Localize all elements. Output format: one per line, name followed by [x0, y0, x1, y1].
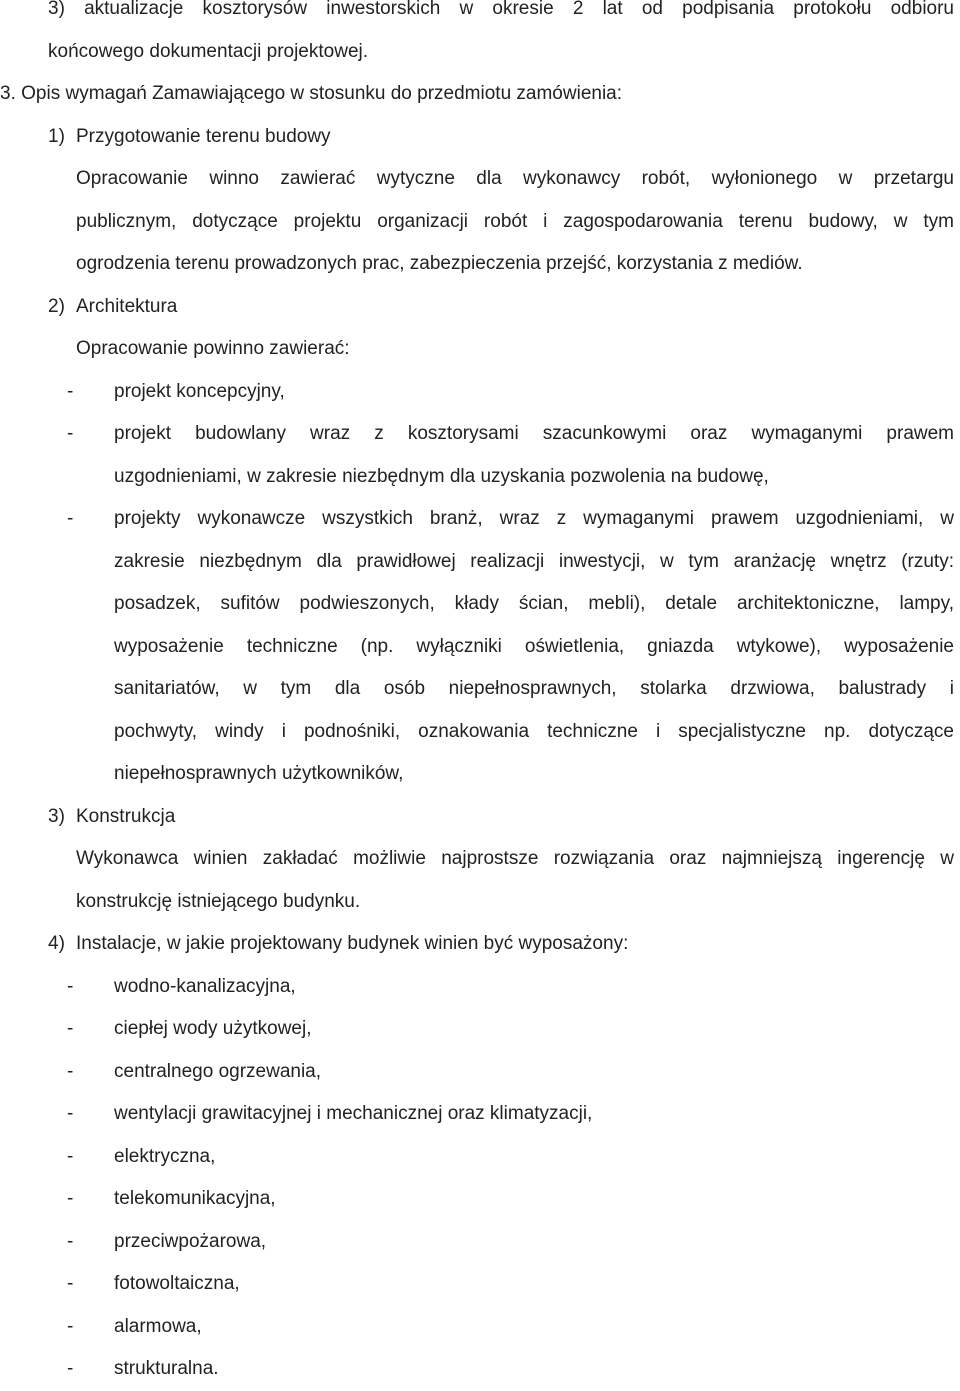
text-line: 3) aktualizacje kosztorysów inwestorskich w okresie 2 lat od podpisania protokołu odbioru	[48, 0, 954, 19]
list-item	[0, 1348, 960, 1391]
text-line: Opracowanie powinno zawierać:	[76, 338, 350, 359]
text-line: Wykonawca winien zakładać możliwie najprostsze rozwiązania oraz najmniejszą ingerencję w	[76, 848, 954, 869]
subsection-title: Przygotowanie terenu budowy	[76, 125, 331, 147]
text-line: konstrukcję istniejącego budynku.	[76, 890, 361, 912]
text-line: uzgodnieniami, w zakresie niezbędnym dla uzyskania pozwolenia na budowę,	[114, 465, 769, 487]
subsection-number: 4)	[48, 933, 65, 954]
subsection-heading	[0, 286, 960, 329]
list-item-text: strukturalna.	[114, 1358, 219, 1379]
list-item	[0, 1136, 960, 1179]
list-item	[0, 1306, 960, 1349]
list-item	[0, 1263, 960, 1306]
section-heading: 3. Opis wymagań Zamawiającego w stosunku do przedmiotu zamówienia:	[0, 83, 623, 104]
text-line: Opracowanie winno zawierać wytyczne dla wykonawcy robót, wyłonionego w przetargu	[76, 168, 954, 189]
list-item-text: projekt budowlany wraz z kosztorysami szacunkowymi oraz wymaganymi prawem	[114, 423, 954, 444]
text-line: ogrodzenia terenu prowadzonych prac, zabezpieczenia przejść, korzystania z mediów.	[76, 253, 803, 274]
subsection-heading	[0, 923, 960, 966]
list-item-text: projekty wykonawcze wszystkich branż, wraz z wymaganymi prawem uzgodnieniami, w	[114, 508, 954, 529]
text-line: pochwyty, windy i podnośniki, oznakowania techniczne i specjalistyczne np. dotyczące	[114, 720, 954, 742]
list-dash: -	[67, 1188, 74, 1209]
list-item-text: wodno-kanalizacyjna,	[114, 975, 296, 997]
list-dash: -	[67, 508, 74, 529]
list-item-text: projekt koncepcyjny,	[114, 380, 285, 402]
subsection-title: Instalacje, w jakie projektowany budynek winien być wyposażony:	[76, 933, 629, 954]
text-line: zakresie niezbędnym dla prawidłowej realizacji inwestycji, w tym aranżację wnętrz (rzuty:	[114, 550, 954, 572]
text-line: publicznym, dotyczące projektu organizacji robót i zagospodarowania terenu budowy, w tym	[76, 210, 954, 232]
subsection-number: 1)	[48, 125, 65, 147]
list-item-text: fotowoltaiczna,	[114, 1273, 240, 1294]
list-item-text: telekomunikacyjna,	[114, 1188, 276, 1209]
list-item	[0, 966, 960, 1009]
list-dash: -	[67, 975, 74, 997]
list-dash: -	[67, 1145, 74, 1167]
list-item	[0, 413, 960, 456]
text-line: sanitariatów, w tym dla osób niepełnosprawnych, stolarka drzwiowa, balustrady i	[114, 678, 954, 699]
list-dash: -	[67, 423, 74, 444]
list-dash: -	[67, 1018, 74, 1039]
text-line: wyposażenie techniczne (np. wyłączniki oświetlenia, gniazda wtykowe), wyposażenie	[114, 635, 954, 657]
list-item	[0, 498, 960, 541]
list-item	[0, 1178, 960, 1221]
subsection-title: Architektura	[76, 295, 178, 317]
subsection-number: 2)	[48, 295, 65, 317]
list-item-text: przeciwpożarowa,	[114, 1230, 267, 1252]
list-item-text: ciepłej wody użytkowej,	[114, 1018, 312, 1039]
subsection-heading	[0, 796, 960, 839]
list-item	[0, 371, 960, 414]
list-dash: -	[67, 1358, 74, 1379]
list-dash: -	[67, 380, 74, 402]
list-dash: -	[67, 1103, 74, 1124]
list-item-text: alarmowa,	[114, 1315, 202, 1337]
list-dash: -	[67, 1315, 74, 1337]
subsection-number: 3)	[48, 805, 65, 827]
list-item-text: centralnego ogrzewania,	[114, 1060, 322, 1082]
subsection-title: Konstrukcja	[76, 805, 176, 827]
text-line: końcowego dokumentacji projektowej.	[48, 40, 369, 62]
list-item-text: wentylacji grawitacyjnej i mechanicznej oraz klimatyzacji,	[114, 1103, 593, 1124]
list-item	[0, 1008, 960, 1051]
list-item	[0, 1221, 960, 1264]
list-dash: -	[67, 1273, 74, 1294]
text-line: posadzek, sufitów podwieszonych, kłady ścian, mebli), detale architektoniczne, lampy,	[114, 593, 954, 614]
text-line: niepełnosprawnych użytkowników,	[114, 763, 404, 784]
list-item	[0, 1093, 960, 1136]
list-item	[0, 1051, 960, 1094]
list-dash: -	[67, 1060, 74, 1082]
list-item-text: elektryczna,	[114, 1145, 216, 1167]
subsection-heading	[0, 116, 960, 159]
list-dash: -	[67, 1230, 74, 1252]
